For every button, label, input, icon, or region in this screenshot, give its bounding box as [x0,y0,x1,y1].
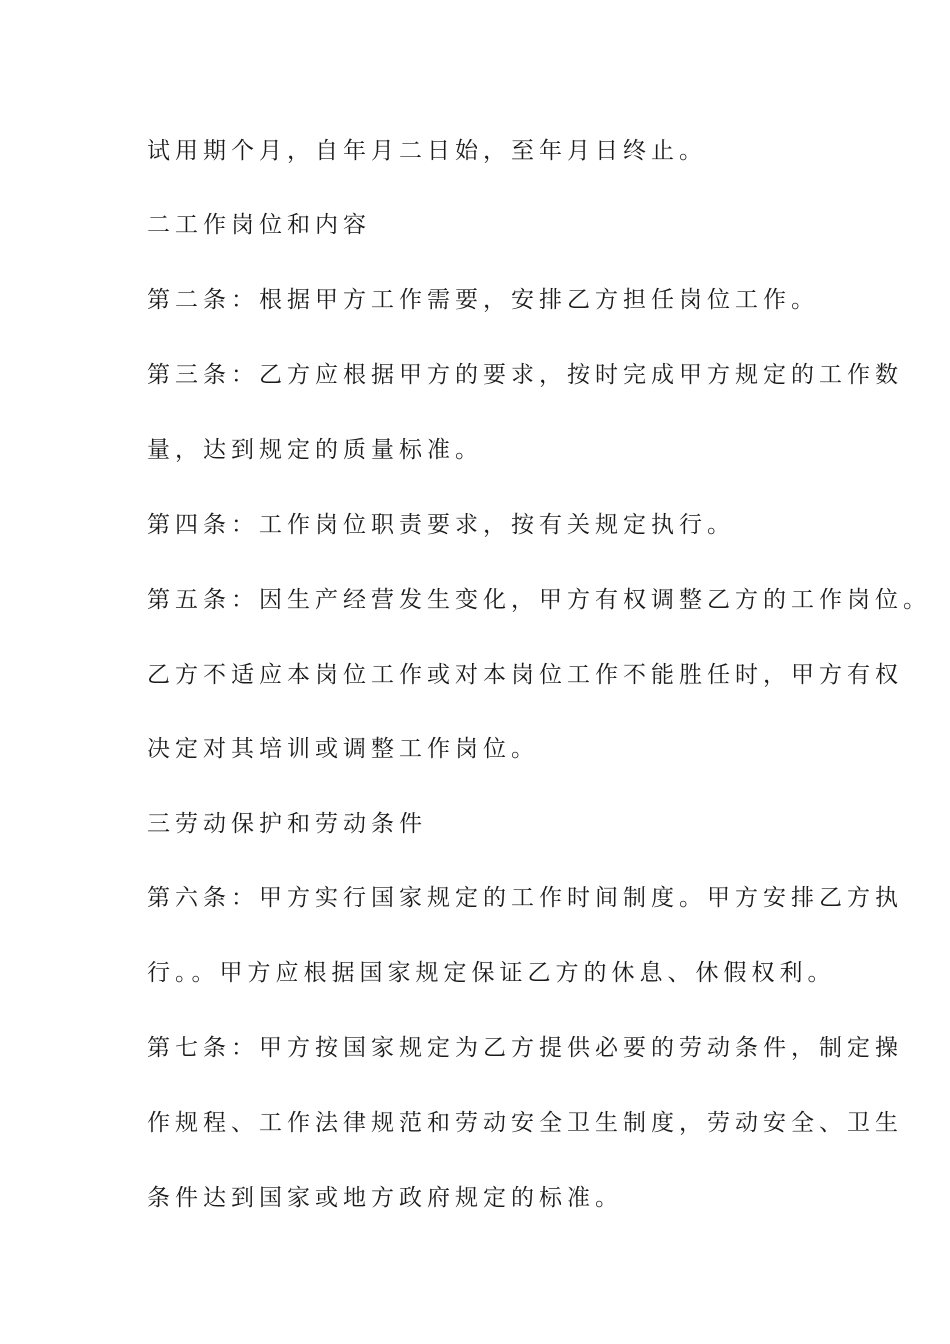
text-line-trial-period: 试用期个月，自年月二日始，至年月日终止。 [147,138,707,164]
section-heading-labor-protection: 三劳动保护和劳动条件 [147,811,427,837]
article-7-line-1: 第七条：甲方按国家规定为乙方提供必要的劳动条件，制定操 [147,1035,903,1061]
article-5-line-2: 乙方不适应本岗位工作或对本岗位工作不能胜任时，甲方有权 [147,662,903,688]
article-6-line-2: 行。。甲方应根据国家规定保证乙方的休息、休假权利。 [147,960,836,986]
article-7-line-3: 条件达到国家或地方政府规定的标准。 [147,1185,623,1211]
article-5-line-3: 决定对其培训或调整工作岗位。 [147,736,539,762]
article-3-line-2: 量，达到规定的质量标准。 [147,437,483,463]
article-5-line-1: 第五条：因生产经营发生变化，甲方有权调整乙方的工作岗位。 [147,587,931,613]
article-6-line-1: 第六条：甲方实行国家规定的工作时间制度。甲方安排乙方执 [147,885,903,911]
article-3-line-1: 第三条：乙方应根据甲方的要求，按时完成甲方规定的工作数 [147,362,903,388]
article-2-line: 第二条：根据甲方工作需要，安排乙方担任岗位工作。 [147,287,819,313]
article-4-line: 第四条：工作岗位职责要求，按有关规定执行。 [147,512,735,538]
section-heading-job-position: 二工作岗位和内容 [147,212,371,238]
article-7-line-2: 作规程、工作法律规范和劳动安全卫生制度，劳动安全、卫生 [147,1110,903,1136]
